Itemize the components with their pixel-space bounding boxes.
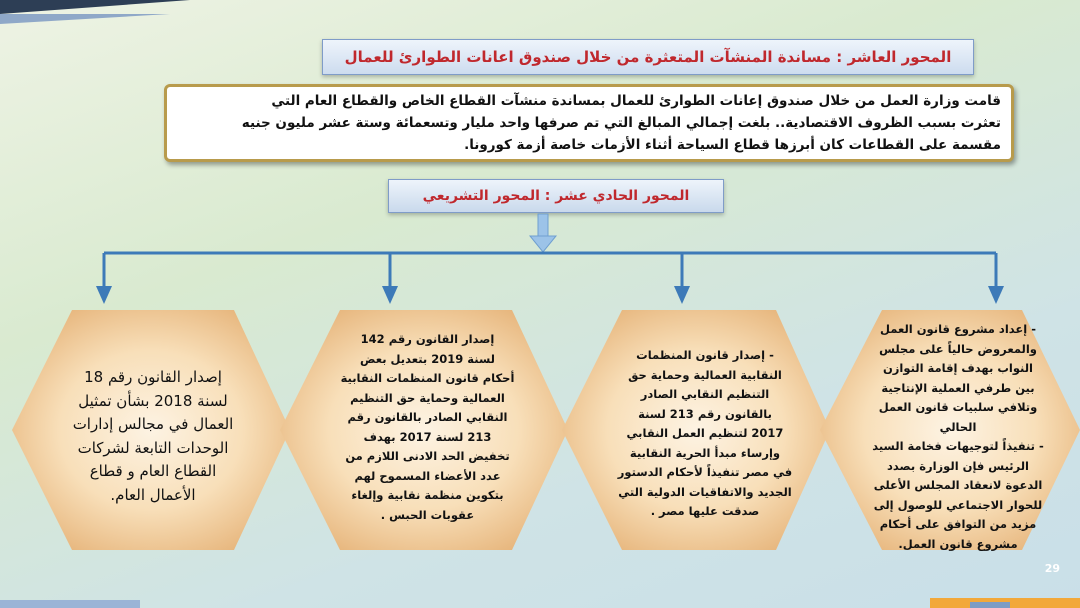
hexagon-3-line: تخفيض الحد الادنى اللازم من (345, 449, 510, 463)
hexagon-2-line: - إصدار قانون المنظمات (636, 348, 774, 362)
hexagon-1-line: - تنفيذاً لتوجيهات فخامة السيد (872, 439, 1044, 453)
hexagon-1-line: للحوار الاجتماعي للوصول إلى (873, 497, 1043, 512)
hexagon-4-line: الأعمال العام. (110, 485, 196, 504)
hexagon-4-line: إصدار القانون رقم 18 (84, 368, 222, 386)
hexagon-3-line: أحكام قانون المنظمات النقابية (340, 371, 515, 385)
hexagon-2-line: 2017 لتنظيم العمل النقابي (626, 426, 784, 440)
intro-line-1: قامت وزارة العمل من خلال صندوق إعانات الطوارئ للعمال بمساندة منشآت القطاع الخاص والقطاع العام التي (271, 93, 1001, 109)
branch-arrow-2 (674, 253, 690, 304)
hexagon-3-text (320, 330, 535, 525)
intro-line-2: تعثرت بسبب الظروف الاقتصادية.. بلغت إجمالي المبالغ التي تم صرفها واحد مليار وتسعمائة وستة عشر مليون جنيه (241, 115, 1001, 131)
branch-arrow-1 (988, 253, 1004, 304)
hexagon-1-line: مشروع قانون العمل. (898, 536, 1018, 551)
hexagon-3-line: لسنة 2019 بتعديل بعض (360, 351, 495, 366)
center-arrow-shaft (538, 214, 548, 236)
hexagon-3-line: عدد الأعضاء المسموح لهم (354, 468, 501, 483)
branch-arrow-4 (96, 253, 112, 304)
hexagon-1-line: الدعوة لانعقاد المجلس الأعلى (873, 478, 1043, 492)
hexagon-2-line: صدقت عليها مصر . (650, 504, 760, 518)
hexagon-1-line: بين طرفي العملية الإنتاجية (881, 380, 1035, 395)
hexagon-2-text (605, 346, 805, 522)
hexagon-3-line: إصدار القانون رقم 142 (360, 332, 495, 346)
hexagon-4-line: القطاع العام و قطاع (89, 462, 217, 480)
hexagon-2-line: التنظيم النقابي الصادر (640, 387, 770, 401)
hexagon-2-line: وإرساء مبدأ الحرية النقابية (629, 445, 781, 460)
hexagon-2-line: النقابية العمالية وحماية حق (628, 367, 782, 382)
hexagon-1-line: وتلافي سلبيات قانون العمل (878, 400, 1038, 414)
page-number: 29 (1044, 562, 1060, 575)
branch-arrow-3 (382, 253, 398, 304)
hexagon-3-line: بتكوين منظمة نقابية وإلغاء (351, 488, 504, 502)
hexagon-2-line: بالقانون رقم 213 لسنة (638, 406, 772, 421)
hexagon-4-line: العمال في مجالس إدارات (72, 415, 234, 433)
hexagon-1-line: مزيد من التوافق على أحكام (879, 517, 1037, 531)
hexagon-1-line: الرئيس فإن الوزارة بصدد (887, 458, 1029, 473)
hexagon-3-line: 213 لسنة 2017 بهدف (363, 429, 492, 444)
hexagon-3-line: العمالية وحماية حق التنظيم (350, 390, 505, 405)
hexagon-1-line: والمعروض حالياً على مجلس (879, 341, 1037, 356)
hexagon-1-text (868, 320, 1048, 554)
hexagon-3-line: النقابي الصادر بالقانون رقم (347, 410, 508, 424)
hexagon-4-line: الوحدات التابعة لشركات (77, 438, 229, 457)
hexagon-1-line: النواب بهدف إقامة التوازن (882, 361, 1033, 375)
hexagon-4-text (48, 366, 258, 507)
subtitle-box: المحور الحادي عشر : المحور التشريعي (388, 179, 724, 213)
center-arrow-head (530, 236, 556, 252)
hexagon-3-line: عقوبات الحبس . (380, 507, 475, 522)
hexagon-1-line: - إعداد مشروع قانون العمل (880, 322, 1036, 336)
hexagon-2-line: الجديد والاتفاقيات الدولية التي (618, 484, 792, 499)
hexagon-1-line: الحالي (939, 419, 977, 434)
hexagon-2-line: في مصر تنفيذاً لأحكام الدستور (617, 465, 793, 479)
section-title: المحور العاشر : مساندة المنشآت المتعثرة من خلال صندوق اعانات الطوارئ للعمال (322, 39, 974, 75)
hexagon-4-line: لسنة 2018 بشأن تمثيل (78, 391, 228, 410)
intro-line-3: مقسمة على القطاعات كان أبرزها قطاع السياحة أثناء الأزمات خاصة أزمة كورونا. (464, 137, 1001, 153)
